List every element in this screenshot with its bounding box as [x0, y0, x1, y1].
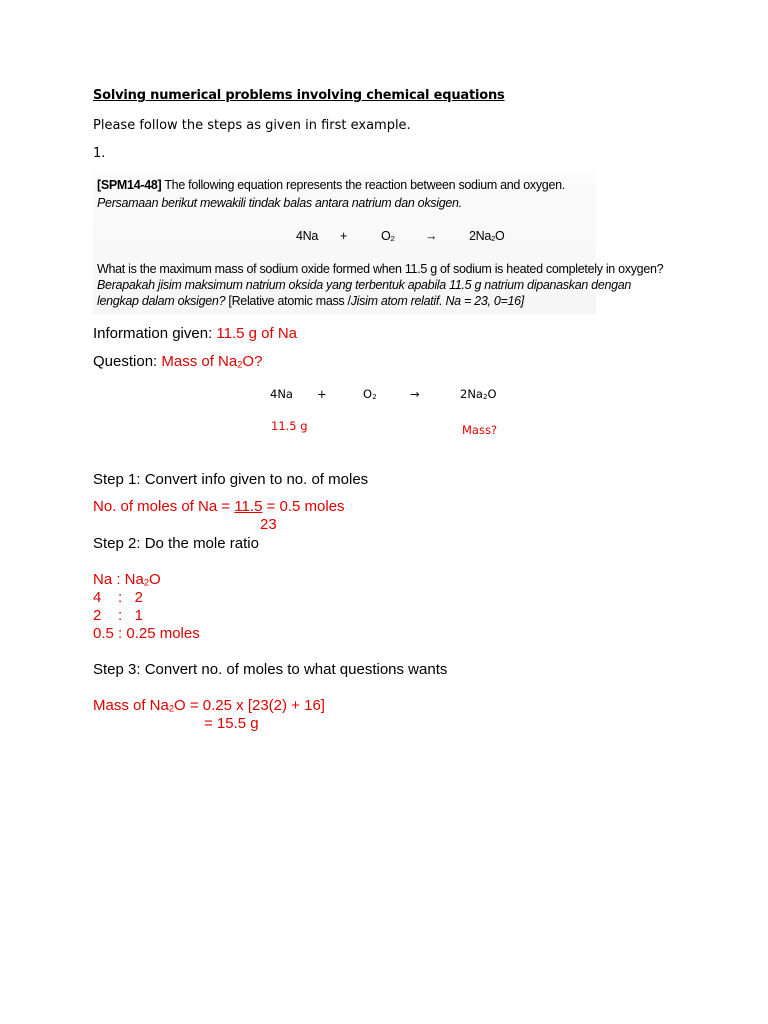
question-ms-1: Berapakah jisim maksimum natrium oksida yang terbentuk apabila 11.5 g natrium dipanaskan dengan	[97, 278, 632, 292]
step-1-calc: No. of moles of Na = 11.5 = 0.5 moles	[93, 498, 345, 515]
item-number: 1.	[93, 146, 106, 161]
question-line-1	[97, 178, 565, 192]
ratio-row-2: 2 : 1	[93, 607, 144, 624]
step-2-label: Step 2: Do the mole ratio	[93, 535, 259, 552]
eq-reactant-2: $O_2$	[363, 387, 377, 402]
ratio-row-1: 4 : 2	[93, 589, 144, 606]
image-eq-arrow: →	[425, 229, 438, 243]
question-ms-2: lengkap dalam oksigen? [Relative atomic mass /Jisim atom relatif. Na = 23, 0=16]	[97, 294, 524, 308]
info-given: Information given: 11.5 g of Na	[93, 325, 298, 342]
image-eq-reactant-2: $O_2$	[381, 229, 395, 244]
image-eq-product: $2Na_2O$	[469, 229, 505, 244]
step-3-label: Step 3: Convert no. of moles to what questions wants	[93, 661, 448, 678]
ratio-header: Na : $Na_2O$	[93, 571, 161, 588]
eq-product: $2Na_2O$	[460, 387, 497, 402]
step-1-denominator: 23	[260, 516, 277, 533]
eq-arrow: →	[410, 387, 420, 401]
question-line-1-ms: Persamaan berikut mewakili tindak balas antara natrium dan oksigen.	[97, 196, 462, 210]
eq-reactant-1: 4Na	[270, 387, 293, 401]
eq-given-mass: 11.5 g	[271, 419, 308, 433]
eq-plus: +	[317, 387, 327, 401]
instruction-text: Please follow the steps as given in first example.	[93, 118, 411, 133]
step-1-numerator: 11.5	[234, 498, 263, 515]
question-code: [SPM14-48]	[97, 178, 162, 192]
question-en: What is the maximum mass of sodium oxide formed when 11.5 g of sodium is heated completely in oxygen?	[97, 262, 664, 276]
image-eq-plus: +	[340, 229, 347, 243]
ratio-row-3: 0.5 : 0.25 moles	[93, 625, 200, 642]
step-1-label: Step 1: Convert info given to no. of moles	[93, 471, 369, 488]
page-title: Solving numerical problems involving chemical equations	[93, 88, 505, 103]
step-3-result: = 15.5 g	[204, 715, 259, 732]
eq-unknown-mass: Mass?	[462, 423, 498, 437]
image-eq-reactant-1: 4Na	[296, 229, 319, 243]
question-image	[93, 172, 664, 314]
question-label: Question: Mass of $Na_2O$?	[93, 353, 263, 370]
step-3-calc: Mass of $Na_2O = 0.25$ x [23(2) + 16]	[93, 697, 325, 714]
question-line-1-en: The following equation represents the reaction between sodium and oxygen.	[164, 178, 565, 192]
